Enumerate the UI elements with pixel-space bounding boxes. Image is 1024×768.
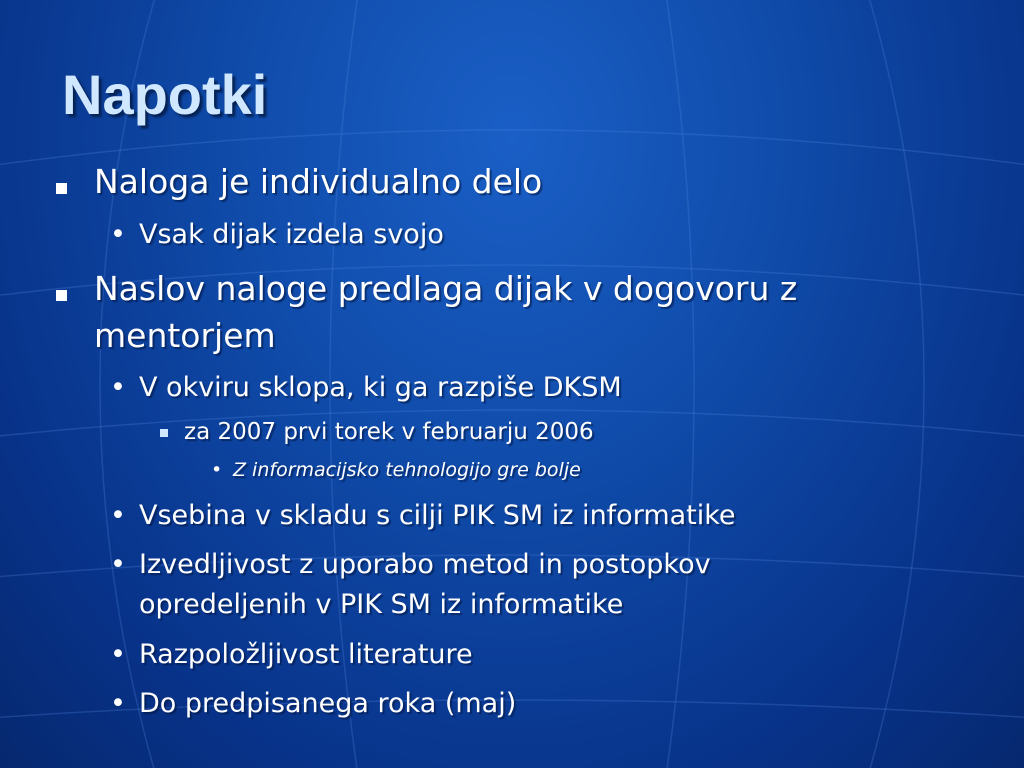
bullet-text: Naloga je individualno delo <box>94 162 543 201</box>
round-bullet-icon: • <box>110 219 126 250</box>
bullet-text-continuation: mentorjem <box>94 316 276 355</box>
slide-title: Napotki <box>62 63 268 126</box>
bullet-text: Do predpisanega roka (maj) <box>139 688 517 719</box>
round-bullet-icon: • <box>110 500 126 531</box>
round-bullet-icon: • <box>110 639 126 670</box>
round-bullet-icon: • <box>110 372 126 403</box>
bullet-text-continuation: opredeljenih v PIK SM iz informatike <box>139 589 624 620</box>
bullet-text: za 2007 prvi torek v februarju 2006 <box>184 419 594 445</box>
bullet-text: Razpoložljivost literature <box>139 639 473 670</box>
bullet-text: Naslov naloge predlaga dijak v dogovoru z <box>94 269 798 308</box>
round-bullet-icon: • <box>211 459 223 481</box>
square-bullet-icon <box>160 429 168 437</box>
square-bullet-icon <box>56 290 67 301</box>
bullet-text: V okviru sklopa, ki ga razpiše DKSM <box>139 372 622 403</box>
round-bullet-icon: • <box>110 688 126 719</box>
bullet-text: Vsak dijak izdela svojo <box>139 219 444 250</box>
square-bullet-icon <box>56 183 67 194</box>
bullet-text: Vsebina v skladu s cilji PIK SM iz informatike <box>139 500 736 531</box>
round-bullet-icon: • <box>110 549 126 580</box>
bullet-text: Izvedljivost z uporabo metod in postopkov <box>139 549 711 580</box>
bullet-text: Z informacijsko tehnologijo gre bolje <box>233 459 581 481</box>
